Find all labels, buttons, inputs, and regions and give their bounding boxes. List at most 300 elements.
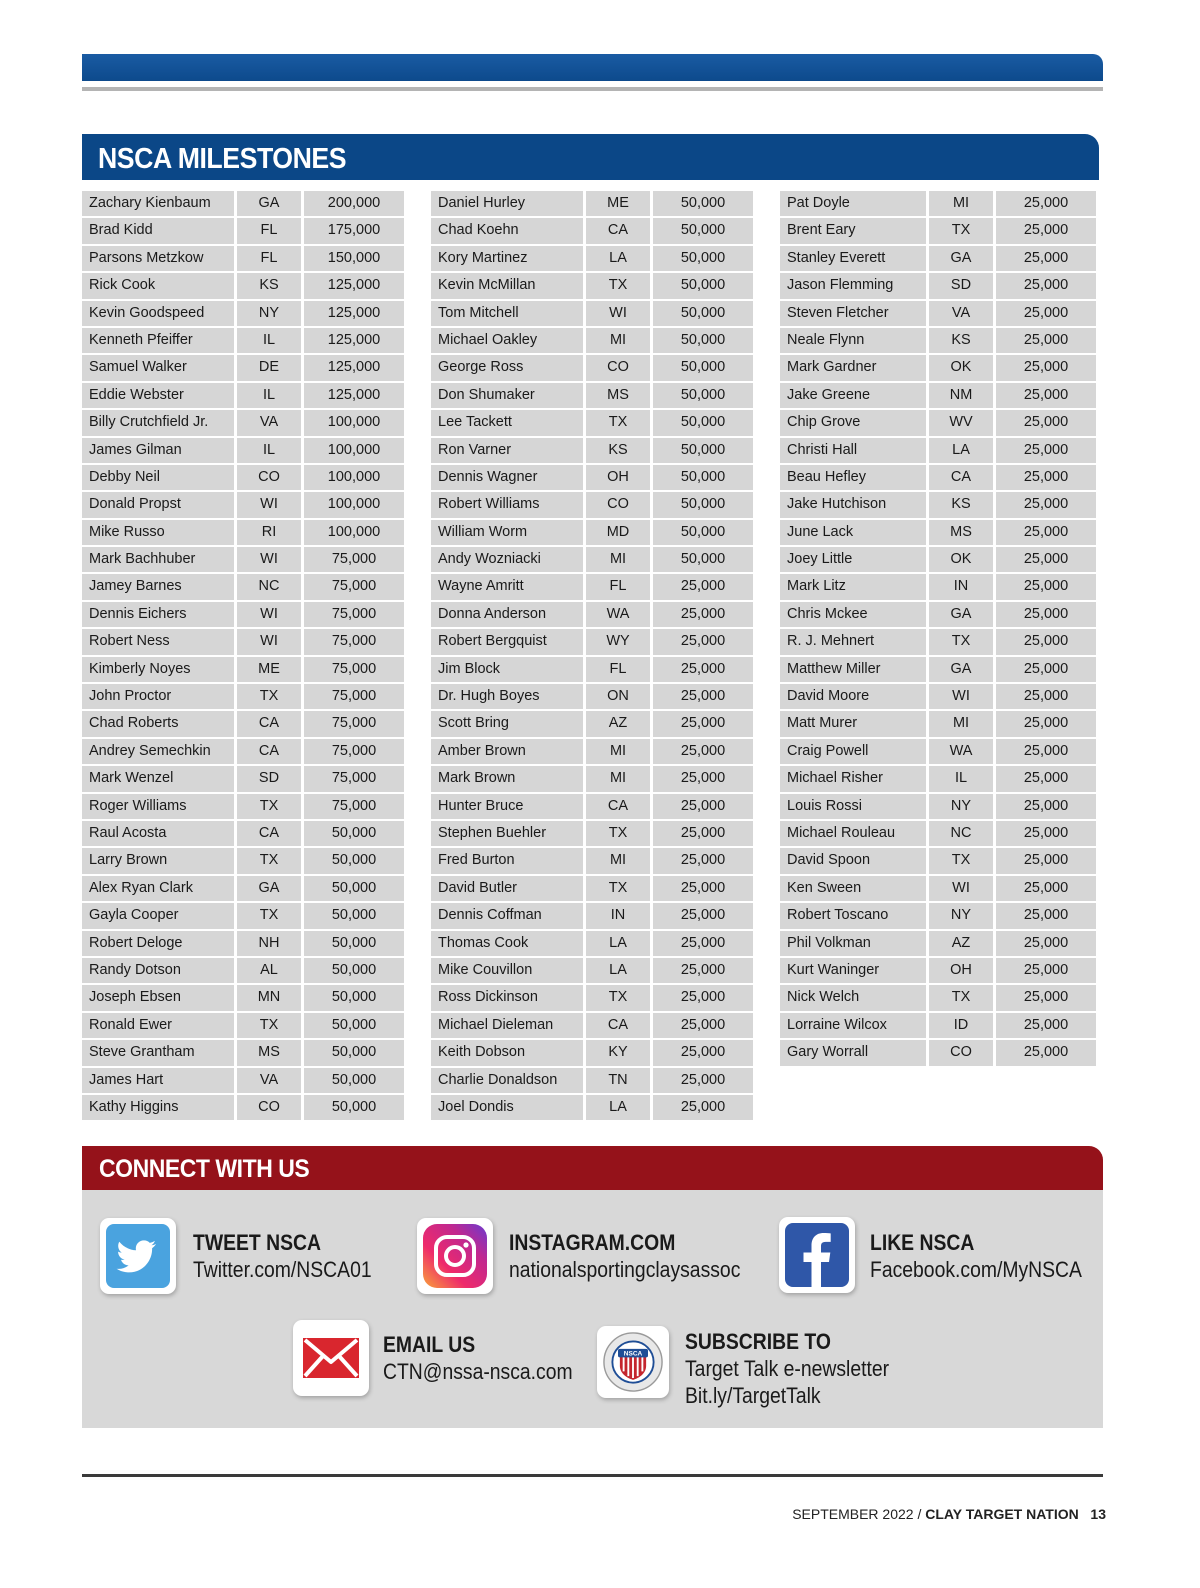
newsletter-link[interactable]: Bit.ly/TargetTalk (685, 1383, 821, 1408)
instagram-title: INSTAGRAM.COM (509, 1230, 676, 1255)
milestone-row (431, 657, 753, 684)
member-name: Matthew Miller (780, 657, 926, 684)
member-name: Robert Williams (431, 492, 583, 519)
member-state: TX (929, 218, 993, 245)
member-name: Louis Rossi (780, 794, 926, 821)
member-state: TX (237, 903, 301, 930)
member-name: Dennis Wagner (431, 465, 583, 492)
member-state: IN (929, 574, 993, 601)
member-state: TX (237, 684, 301, 711)
milestone-row (431, 465, 753, 492)
milestone-row (82, 931, 404, 958)
member-state: WI (237, 602, 301, 629)
member-name: Andrey Semechkin (82, 739, 234, 766)
member-targets: 50,000 (304, 1013, 404, 1040)
member-name: Amber Brown (431, 739, 583, 766)
member-name: Dr. Hugh Boyes (431, 684, 583, 711)
milestone-row (780, 794, 1096, 821)
milestone-row (82, 602, 404, 629)
member-name: Alex Ryan Clark (82, 876, 234, 903)
member-targets: 25,000 (653, 739, 753, 766)
member-name: Chad Koehn (431, 218, 583, 245)
member-name: Andy Wozniacki (431, 547, 583, 574)
member-state: LA (586, 1095, 650, 1122)
milestone-row (82, 684, 404, 711)
member-state: LA (929, 438, 993, 465)
milestone-row (82, 438, 404, 465)
member-targets: 25,000 (996, 410, 1096, 437)
member-targets: 25,000 (996, 520, 1096, 547)
member-name: Kenneth Pfeiffer (82, 328, 234, 355)
member-state: LA (586, 958, 650, 985)
milestone-row (780, 301, 1096, 328)
member-name: John Proctor (82, 684, 234, 711)
milestone-row (431, 1040, 753, 1067)
twitter-link[interactable]: Twitter.com/NSCA01 (193, 1257, 372, 1282)
member-targets: 75,000 (304, 766, 404, 793)
member-targets: 25,000 (653, 711, 753, 738)
member-name: Thomas Cook (431, 931, 583, 958)
top-blue-bar (82, 54, 1103, 81)
member-state: CO (586, 492, 650, 519)
milestone-row (431, 1095, 753, 1122)
member-state: AZ (929, 931, 993, 958)
member-name: Steve Grantham (82, 1040, 234, 1067)
member-targets: 75,000 (304, 547, 404, 574)
member-name: David Moore (780, 684, 926, 711)
member-targets: 25,000 (996, 684, 1096, 711)
member-state: NY (929, 794, 993, 821)
member-name: Randy Dotson (82, 958, 234, 985)
member-name: Phil Volkman (780, 931, 926, 958)
member-state: MI (586, 766, 650, 793)
milestone-row (82, 218, 404, 245)
member-targets: 100,000 (304, 520, 404, 547)
milestone-row (431, 848, 753, 875)
milestone-row (82, 246, 404, 273)
member-state: IL (929, 766, 993, 793)
member-state: NY (237, 301, 301, 328)
member-targets: 25,000 (653, 848, 753, 875)
member-targets: 25,000 (996, 246, 1096, 273)
email-title: EMAIL US (383, 1332, 476, 1357)
member-state: NH (237, 931, 301, 958)
milestone-row (780, 766, 1096, 793)
member-state: MD (586, 520, 650, 547)
member-name: Kevin Goodspeed (82, 301, 234, 328)
member-name: Charlie Donaldson (431, 1068, 583, 1095)
member-name: Jake Greene (780, 383, 926, 410)
milestone-row (431, 355, 753, 382)
member-state: WY (586, 629, 650, 656)
member-name: Ross Dickinson (431, 985, 583, 1012)
member-name: Nick Welch (780, 985, 926, 1012)
milestone-row (82, 794, 404, 821)
member-name: Debby Neil (82, 465, 234, 492)
member-name: Brent Eary (780, 218, 926, 245)
member-state: FL (586, 657, 650, 684)
member-name: Chip Grove (780, 410, 926, 437)
member-state: MI (586, 848, 650, 875)
milestone-row (82, 629, 404, 656)
milestone-row (431, 602, 753, 629)
member-name: Lee Tackett (431, 410, 583, 437)
member-state: VA (237, 1068, 301, 1095)
connect-header (82, 1146, 1103, 1190)
member-state: ME (237, 657, 301, 684)
milestone-row (82, 383, 404, 410)
member-name: Mike Couvillon (431, 958, 583, 985)
milestone-row (431, 191, 753, 218)
milestone-row (780, 821, 1096, 848)
member-state: GA (929, 246, 993, 273)
milestone-row (780, 739, 1096, 766)
member-targets: 125,000 (304, 383, 404, 410)
member-targets: 50,000 (653, 520, 753, 547)
member-targets: 25,000 (996, 465, 1096, 492)
milestone-row (780, 492, 1096, 519)
member-state: WI (929, 876, 993, 903)
milestone-row (431, 684, 753, 711)
milestone-row (431, 985, 753, 1012)
member-targets: 25,000 (996, 958, 1096, 985)
member-state: CA (586, 218, 650, 245)
milestone-row (82, 739, 404, 766)
member-state: WV (929, 410, 993, 437)
member-name: James Hart (82, 1068, 234, 1095)
member-name: Scott Bring (431, 711, 583, 738)
member-targets: 50,000 (304, 1040, 404, 1067)
member-state: SD (929, 273, 993, 300)
member-state: MI (586, 739, 650, 766)
member-name: Don Shumaker (431, 383, 583, 410)
member-name: Robert Ness (82, 629, 234, 656)
member-name: James Gilman (82, 438, 234, 465)
member-name: Dennis Coffman (431, 903, 583, 930)
milestone-row (82, 903, 404, 930)
milestone-row (780, 985, 1096, 1012)
member-state: GA (929, 602, 993, 629)
member-targets: 25,000 (996, 821, 1096, 848)
member-name: Zachary Kienbaum (82, 191, 234, 218)
member-targets: 25,000 (653, 821, 753, 848)
member-targets: 75,000 (304, 794, 404, 821)
milestone-row (431, 794, 753, 821)
member-state: CO (237, 1095, 301, 1122)
milestone-row (431, 821, 753, 848)
member-targets: 125,000 (304, 301, 404, 328)
member-targets: 75,000 (304, 684, 404, 711)
member-targets: 25,000 (653, 931, 753, 958)
member-name: Brad Kidd (82, 218, 234, 245)
member-name: Mark Litz (780, 574, 926, 601)
milestone-row (82, 410, 404, 437)
member-targets: 25,000 (996, 794, 1096, 821)
member-state: NM (929, 383, 993, 410)
page-footer (792, 1506, 1106, 1522)
member-state: LA (586, 246, 650, 273)
member-state: KS (929, 328, 993, 355)
milestone-row (431, 766, 753, 793)
member-name: Ken Sween (780, 876, 926, 903)
member-name: Robert Bergquist (431, 629, 583, 656)
milestone-row (431, 739, 753, 766)
milestone-row (82, 821, 404, 848)
member-name: Chris Mckee (780, 602, 926, 629)
member-state: OH (929, 958, 993, 985)
envelope-icon[interactable] (293, 1320, 369, 1396)
member-name: Mark Brown (431, 766, 583, 793)
member-targets: 50,000 (653, 328, 753, 355)
member-state: CA (929, 465, 993, 492)
twitter-bird-icon[interactable] (100, 1218, 176, 1294)
member-name: Beau Hefley (780, 465, 926, 492)
member-name: Joey Little (780, 547, 926, 574)
member-state: GA (929, 657, 993, 684)
member-targets: 100,000 (304, 465, 404, 492)
member-name: Mark Gardner (780, 355, 926, 382)
member-targets: 25,000 (996, 931, 1096, 958)
member-targets: 50,000 (653, 218, 753, 245)
member-targets: 25,000 (653, 903, 753, 930)
facebook-f-icon[interactable] (779, 1217, 855, 1293)
member-targets: 25,000 (996, 328, 1096, 355)
member-targets: 25,000 (653, 876, 753, 903)
milestone-row (780, 410, 1096, 437)
member-targets: 25,000 (653, 574, 753, 601)
member-name: Kurt Waninger (780, 958, 926, 985)
member-targets: 25,000 (996, 985, 1096, 1012)
member-state: TX (237, 794, 301, 821)
member-state: IN (586, 903, 650, 930)
member-name: Fred Burton (431, 848, 583, 875)
member-name: Eddie Webster (82, 383, 234, 410)
milestone-row (780, 903, 1096, 930)
milestone-row (780, 1040, 1096, 1067)
milestone-row (82, 848, 404, 875)
member-state: SD (237, 766, 301, 793)
member-state: WI (237, 492, 301, 519)
member-state: TX (586, 273, 650, 300)
nsca-seal-icon[interactable] (597, 1326, 669, 1398)
milestone-row (82, 355, 404, 382)
member-targets: 50,000 (653, 438, 753, 465)
member-targets: 100,000 (304, 492, 404, 519)
milestone-row (780, 465, 1096, 492)
member-name: Mark Bachhuber (82, 547, 234, 574)
member-targets: 25,000 (996, 1040, 1096, 1067)
member-name: Matt Murer (780, 711, 926, 738)
member-targets: 25,000 (996, 438, 1096, 465)
milestone-row (780, 1013, 1096, 1040)
member-name: Steven Fletcher (780, 301, 926, 328)
milestone-row (431, 328, 753, 355)
connect-title: CONNECT WITH US (99, 1155, 310, 1183)
member-state: TX (586, 821, 650, 848)
member-state: MI (586, 328, 650, 355)
member-targets: 50,000 (653, 273, 753, 300)
member-state: TX (929, 985, 993, 1012)
member-state: CO (929, 1040, 993, 1067)
connect-panel (82, 1190, 1103, 1428)
member-targets: 25,000 (996, 301, 1096, 328)
member-state: FL (237, 218, 301, 245)
milestone-row (431, 301, 753, 328)
member-name: Robert Deloge (82, 931, 234, 958)
member-state: IL (237, 438, 301, 465)
milestone-row (431, 629, 753, 656)
member-targets: 25,000 (996, 191, 1096, 218)
milestone-row (82, 1013, 404, 1040)
member-targets: 50,000 (653, 246, 753, 273)
member-state: TN (586, 1068, 650, 1095)
member-targets: 100,000 (304, 410, 404, 437)
milestone-row (431, 876, 753, 903)
member-state: ID (929, 1013, 993, 1040)
member-name: Dennis Eichers (82, 602, 234, 629)
milestone-row (780, 931, 1096, 958)
milestone-row (780, 328, 1096, 355)
member-state: KS (586, 438, 650, 465)
member-state: MI (929, 191, 993, 218)
member-targets: 25,000 (653, 1040, 753, 1067)
member-targets: 25,000 (996, 492, 1096, 519)
member-name: Mike Russo (82, 520, 234, 547)
member-name: Michael Risher (780, 766, 926, 793)
member-targets: 25,000 (996, 629, 1096, 656)
member-state: NY (929, 903, 993, 930)
member-targets: 175,000 (304, 218, 404, 245)
member-state: GA (237, 191, 301, 218)
member-state: WA (929, 739, 993, 766)
member-targets: 25,000 (996, 876, 1096, 903)
member-state: WI (586, 301, 650, 328)
member-name: David Butler (431, 876, 583, 903)
milestone-row (431, 574, 753, 601)
milestone-row (431, 903, 753, 930)
instagram-camera-icon[interactable] (417, 1218, 493, 1294)
member-targets: 25,000 (996, 1013, 1096, 1040)
page-number: 13 (1090, 1506, 1106, 1522)
member-state: VA (929, 301, 993, 328)
member-name: Tom Mitchell (431, 301, 583, 328)
milestone-row (82, 328, 404, 355)
member-name: Billy Crutchfield Jr. (82, 410, 234, 437)
milestone-row (780, 273, 1096, 300)
member-targets: 25,000 (653, 1095, 753, 1122)
member-targets: 50,000 (653, 465, 753, 492)
member-name: Robert Toscano (780, 903, 926, 930)
member-targets: 50,000 (304, 821, 404, 848)
member-state: CO (237, 465, 301, 492)
member-targets: 50,000 (304, 1068, 404, 1095)
member-state: OH (586, 465, 650, 492)
member-state: FL (237, 246, 301, 273)
member-state: MS (929, 520, 993, 547)
member-name: Michael Oakley (431, 328, 583, 355)
milestone-row (780, 711, 1096, 738)
milestone-row (780, 218, 1096, 245)
member-targets: 50,000 (304, 1095, 404, 1122)
member-targets: 75,000 (304, 602, 404, 629)
member-targets: 50,000 (304, 848, 404, 875)
member-state: TX (929, 848, 993, 875)
member-name: Michael Dieleman (431, 1013, 583, 1040)
email-address[interactable]: CTN@nssa-nsca.com (383, 1359, 573, 1384)
milestone-row (431, 438, 753, 465)
member-targets: 25,000 (996, 574, 1096, 601)
member-targets: 50,000 (653, 355, 753, 382)
member-targets: 25,000 (996, 903, 1096, 930)
milestone-row (82, 657, 404, 684)
member-state: MI (929, 711, 993, 738)
member-state: TX (237, 1013, 301, 1040)
milestones-column-3 (780, 191, 1096, 1068)
milestone-row (780, 547, 1096, 574)
member-name: June Lack (780, 520, 926, 547)
member-state: FL (586, 574, 650, 601)
member-targets: 25,000 (996, 355, 1096, 382)
milestone-row (82, 1095, 404, 1122)
member-targets: 50,000 (304, 876, 404, 903)
member-name: Joseph Ebsen (82, 985, 234, 1012)
member-targets: 25,000 (653, 629, 753, 656)
member-state: DE (237, 355, 301, 382)
member-targets: 25,000 (653, 794, 753, 821)
milestone-row (82, 273, 404, 300)
member-state: KS (237, 273, 301, 300)
member-name: Daniel Hurley (431, 191, 583, 218)
instagram-link[interactable]: nationalsportingclaysassoc (509, 1257, 741, 1282)
milestone-row (431, 383, 753, 410)
newsletter-name: Target Talk e-newsletter (685, 1356, 890, 1381)
member-state: NC (929, 821, 993, 848)
member-name: David Spoon (780, 848, 926, 875)
member-name: Donald Propst (82, 492, 234, 519)
member-name: Ronald Ewer (82, 1013, 234, 1040)
milestone-row (431, 547, 753, 574)
member-name: Wayne Amritt (431, 574, 583, 601)
milestone-row (780, 657, 1096, 684)
member-name: Joel Dondis (431, 1095, 583, 1122)
member-targets: 75,000 (304, 739, 404, 766)
member-name: Donna Anderson (431, 602, 583, 629)
member-targets: 75,000 (304, 657, 404, 684)
member-name: William Worm (431, 520, 583, 547)
member-state: MN (237, 985, 301, 1012)
member-name: Jason Flemming (780, 273, 926, 300)
member-name: R. J. Mehnert (780, 629, 926, 656)
member-state: RI (237, 520, 301, 547)
member-targets: 25,000 (653, 766, 753, 793)
milestone-row (82, 301, 404, 328)
member-name: Gary Worrall (780, 1040, 926, 1067)
member-targets: 50,000 (653, 191, 753, 218)
member-state: WA (586, 602, 650, 629)
member-state: MI (586, 547, 650, 574)
member-name: Kathy Higgins (82, 1095, 234, 1122)
member-targets: 25,000 (996, 848, 1096, 875)
milestone-row (431, 958, 753, 985)
member-state: TX (237, 848, 301, 875)
member-name: Jim Block (431, 657, 583, 684)
milestone-row (780, 602, 1096, 629)
facebook-link[interactable]: Facebook.com/MyNSCA (870, 1257, 1082, 1282)
milestone-row (82, 958, 404, 985)
member-name: Rick Cook (82, 273, 234, 300)
member-name: Ron Varner (431, 438, 583, 465)
member-name: Kory Martinez (431, 246, 583, 273)
